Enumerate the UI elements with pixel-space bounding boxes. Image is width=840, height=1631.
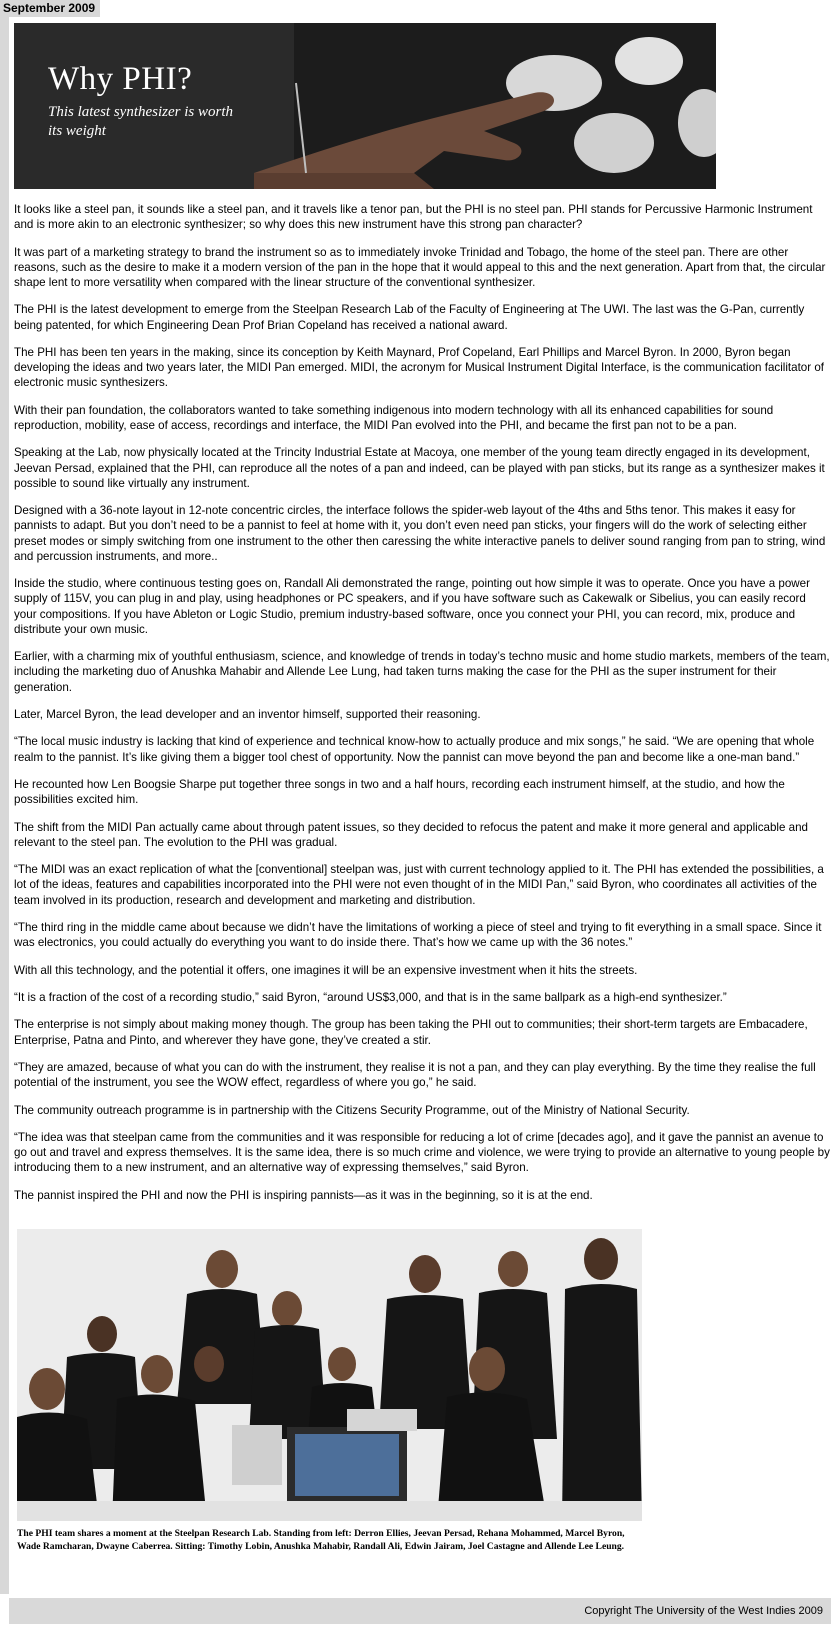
article-paragraph: He recounted how Len Boogsie Sharpe put together three songs in two and a half hours, recording each instrument himself, at the studio, and how the possibilities excited him.	[14, 777, 785, 807]
article-paragraph: Later, Marcel Byron, the lead developer and an inventor himself, supported their reasoning.	[14, 707, 481, 721]
article-paragraph: It was part of a marketing strategy to brand the instrument so as to immediately invoke Trinidad and Tobago, the home of the steel pan. There are other reasons, such as the desire to make it a modern version of the pan in the hope that it would appeal to this and the next generation. Apart from that, the circular shape lent to more versatility when compared with the linear structure of the conventional synthesizer.	[14, 245, 826, 289]
photo-caption: The PHI team shares a moment at the Steelpan Research Lab. Standing from left: Derron Ellies, Jeevan Persad, Rehana Mohammed, Marcel Byron, Wade Ramcharan, Dwayne Caberrea. Sitting: Timothy Lobin, Anushka Mahabir, Randall Ali, Edwin Jairam, Joel Castagne and Allende Lee Leung.	[17, 1528, 625, 1553]
article-paragraph: Inside the studio, where continuous testing goes on, Randall Ali demonstrated the range, pointing out how simple it was to operate. Once you have a power supply of 115V, you can plug in and play, using headphones or PC speakers, and if you have software such as Cakewalk or Sibelius, you can easily record your compositions. If you have Ableton or Logic Studio, premium industry-based software, once you connect your PHI, you can record, mix, produce and distribute your own music.	[14, 577, 810, 636]
article-paragraph: The pannist inspired the PHI and now the PHI is inspiring pannists—as it was in the beginning, so it is at the end.	[14, 1188, 593, 1202]
hero-banner-image	[14, 23, 716, 189]
team-photo-illustration	[17, 1229, 642, 1521]
article-paragraph: The PHI is the latest development to emerge from the Steelpan Research Lab of the Faculty of Engineering at The UWI. The last was the G-Pan, currently being patented, for which Engineering Dean Prof Brian Copeland has received a national award.	[14, 303, 805, 332]
article-paragraph: “The third ring in the middle came about because we didn’t have the limitations of working a piece of steel and trying to fit everything in a small space. Since it was electronics, you could actually do everything you want to do inside there. That’s how we came up with the 36 notes.”	[14, 920, 822, 950]
footer-bar	[9, 1598, 831, 1624]
article-paragraph: Earlier, with a charming mix of youthful enthusiasm, science, and knowledge of trends in today’s techno music and home studio markets, members of the team, including the marketing duo of Anushka Mahabir and Allende Lee Lung, had taken turns making the case for the PHI as the super instrument for their generation.	[14, 650, 830, 694]
article-paragraph: “They are amazed, because of what you can do with the instrument, they realise it is not a pan, and they can play everything. By the time they realise the full potential of the instrument, you see the WOW effect, regardless of where you go,” he said.	[14, 1060, 816, 1090]
team-photo	[17, 1229, 642, 1521]
article-paragraph: The PHI has been ten years in the making, since its conception by Keith Maynard, Prof Copeland, Earl Phillips and Marcel Byron. In 2000, Byron began developing the ideas and two years later, the MIDI Pan emerged. MIDI, the acronym for Musical Instrument Digital Interface, is the communication facilitator of electronic music synthesizers.	[14, 345, 825, 390]
left-margin-bar	[0, 0, 9, 1594]
article-paragraph: “The idea was that steelpan came from the communities and it was responsible for reducing a lot of crime [decades ago], and it gave the pannist an avenue to go out and travel and express themselves. It is the same idea, there is so much crime and violence, we were trying to provide an alternative to young people by introducing them to a new instrument, and an alternative way of expressing themselves,” said Byron.	[14, 1130, 830, 1175]
hero-title: Why PHI?	[48, 61, 193, 97]
article-paragraph: It looks like a steel pan, it sounds like a steel pan, and it travels like a tenor pan, but the PHI is no steel pan. PHI stands for Percussive Harmonic Instrument and is more akin to an electronic synthesizer; so why does this new instrument have this strong pan character?	[14, 203, 813, 232]
copyright-text: Copyright The University of the West Indies 2009	[584, 1605, 823, 1617]
article-paragraph: The enterprise is not simply about making money though. The group has been taking the PHI out to communities; their short-term targets are Embacadere, Enterprise, Patna and Pinto, and wherever they have gone, they’ve created a stir.	[14, 1018, 808, 1047]
article-paragraph: Designed with a 36-note layout in 12-note concentric circles, the interface follows the spider-web layout of the 4ths and 5ths tenor. This makes it easy for pannists to adapt. But you don’t need to be a pannist to feel at home with it, you don’t even need pan sticks, your fingers will do the work of selecting either preset modes or simply switching from one instrument to the other then caressing the white interactive panels to deliver sound ranging from pan to string, wind and percussion instruments, and more..	[14, 504, 826, 563]
article-paragraph: “The MIDI was an exact replication of what the [conventional] steelpan was, just with current technology applied to it. The PHI has extended the possibilities, a lot of the ideas, features and capabilities incorporated into the PHI were not even thought of in the MIDI Pan,” said Byron, who coordinates all activities of the team involved in its production, research and development and marketing and distribution.	[14, 863, 824, 907]
hero-subtitle: This latest synthesizer is worth its weight	[48, 104, 234, 139]
article-paragraph: Speaking at the Lab, now physically located at the Trincity Industrial Estate at Macoya, one member of the young team directly engaged in its development, Jeevan Persad, explained that the PHI, can reproduce all the notes of a pan and indeed, can be played with pan sticks, but its range as a synthesizer makes it possible to sound like virtually any instrument.	[14, 446, 825, 490]
article-paragraph: With their pan foundation, the collaborators wanted to take something indigenous into modern technology with all its enhanced capabilities for sound reproduction, mobility, ease of access, recordings and interface, the MIDI Pan evolved into the PHI, and became the first pan not to be a pan.	[14, 403, 774, 432]
article-paragraph: “It is a fraction of the cost of a recording studio,” said Byron, “around US$3,000, and that is in the same ballpark as a high-end synthesizer.”	[14, 990, 727, 1004]
article-paragraph: The community outreach programme is in partnership with the Citizens Security Programme, out of the Ministry of National Security.	[14, 1103, 690, 1117]
article-paragraph: The shift from the MIDI Pan actually came about through patent issues, so they decided to refocus the patent and make it more general and applicable and relevant to the steel pan. The evolution to the PHI was gradual.	[14, 820, 808, 849]
issue-date-label: September 2009	[0, 0, 100, 17]
article-paragraph: “The local music industry is lacking that kind of experience and technical know-how to actually produce and mix songs,” he said. “We are opening that whole realm to the pannist. It’s like giving them a bigger tool chest of opportunity. Now the pannist can move beyond the pan and become like a one-man band.”	[14, 735, 815, 764]
article-paragraph: With all this technology, and the potential it offers, one imagines it will be an expensive investment when it hits the streets.	[14, 963, 638, 977]
article-body	[14, 202, 830, 1215]
